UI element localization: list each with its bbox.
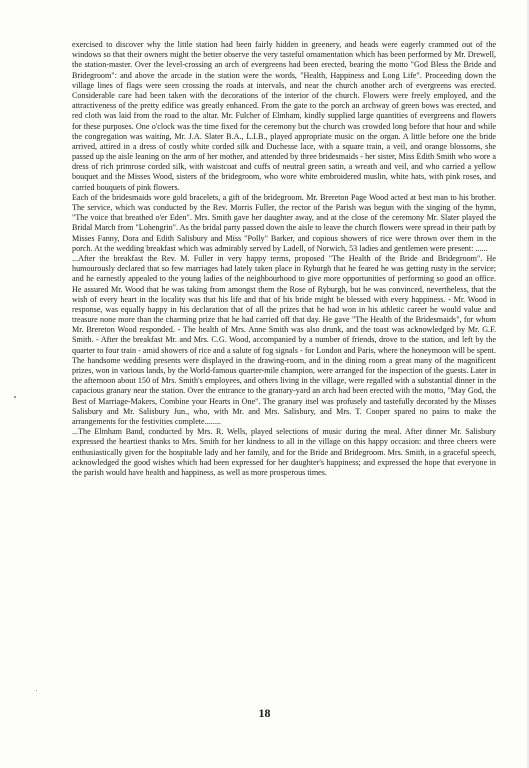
scan-speck [36, 690, 37, 691]
paragraph-elmham-band: ...The Elmham Band, conducted by Mrs. R. Wells, played selections of music during the meal. After dinner Mr. Salisbury expressed the heartiest thanks to Mrs. Smith for her kindness to all in the village on this happy occasion: and three cheers were enthusiastically given for the hospitable lady and her family, and for the Bride and Bridegroom. Mrs. Smith, in a graceful speech, acknowledged the good wishes which had been expressed for her daughter's happiness; and expressed the hope that everyone in the parish would have health and happiness, as well as more prosperous times. [72, 427, 496, 477]
page-number: 18 [258, 706, 271, 720]
scan-speck [14, 396, 16, 398]
paragraph-arrival-and-ceremony: exercised to discover why the little station had been fairly hidden in greenery, and heads were eagerly crammed out of the windows so that their owners might the better observe the very tasteful ornamentation which has been performed by Mr. Drewell, the station-master. Over the level-crossing an arch of evergreens had been erected, bearing the motto "God Bless the Bride and Bridegroom": and above the arcade in the station were the words, "Health, Happiness and Long Life". Proceeding down the village lines of flags were seen crossing the roads at intervals, and near the church another arch of evergreens was erected. Considerable care had been taken with the decorations of the interior of the church. Flowers were freely employed, and the attractiveness of the pretty edifice was greatly enhanced. From the gate to the porch an archway of green bows was erected, and red cloth was laid from the road to the altar. Mr. Fulcher of Elmham, kindly supplied large quantities of evergreens and flowers for these purposes. One o'clock was the time fixed for the ceremony but the church was crowded long before that hour and while the congregation was waiting, Mr. J.A. Slater B.A., L.I.B., played appropriate music on the organ. A little before one the bride arrived, attired in a dress of costly white corded silk and Duchesse lace, with a square train, a veil, and orange blossoms, she passed up the aisle leaning on the arm of her mother, and attended by three bridesmaids - her sister, Miss Edith Smith who wore a dress of rich primrose corded silk, with waistcoat and cuffs of neutral green satin, a wreath and veil, and who carried a yellow bouquet and the Misses Wood, sisters of the bridegroom, who wore white embroidered muslin, white hats, with pink roses, and carried bouquets of pink flowers. [72, 40, 496, 192]
paragraph-breakfast-and-toasts: ...After the breakfast the Rev. M. Fuller in very happy terms, proposed "The Health of the Bride and Bridegroom". He humourously declared that so few marriages had lately taken place in Ryburgh that he feared he was getting rusty in the service; and he earnestly appealed to the young ladies of the neighbourhood to give more opportunities of performing so good an office. He assured Mr. Wood that he was taking from amongst them the Rose of Ryburgh, but he was convinced, nevertheless, that the wish of every heart in the locality was that his life and that of his bride might be blessed with every happiness. - Mr. Wood in response, was equally happy in his declaration that of all the prizes that he had won in his athletic career he would value and treasure none more than the charming prize that he had carried off that day. He gave "The Health of the Bridesmaids", for whom Mr. Brereton Wood responded. - The health of Mrs. Anne Smith was also drunk, and the toast was acknowledged by Mr. G.F. Smith. - After the breakfast Mr. and Mrs. C.G. Wood, accompanied by a number of friends, drove to the station, and left by the quarter to four train - amid showers of rice and a salute of fog signals - for London and Paris, where the honeymoon will be spent. The handsome wedding presents were displayed in the drawing-room, and in the dining room a great many of the magnificent prizes, won in various lands, by the World-famous quarter-mile champion, were arranged for the inspection of the guests. Later in the afternoon about 150 of Mrs. Smith's employees, and others living in the village, were regalled with a substantial dinner in the capacious granary near the station. Over the entrance to the granary-yard an arch had been erected with the motto, "May God, the Best of Marriage-Makers, Combine your Hearts in One". The granary itsel was profusely and tastefully decorated by the Misses Salisbury and Mr. Salisbury Jun., who, with Mr. and Mrs. Salisbury, and Mrs. T. Cooper spared no pains to make the arrangements for the festivities complete........ [72, 253, 496, 426]
paragraph-bridesmaids-and-service: Each of the bridesmaids wore gold bracelets, a gift of the bridegroom. Mr. Brereton Page Wood acted at best man to his brother. The service, which was conducted by the Rev. Morris Fuller, the rector of the Parish was begun with the singing of the hymn, "The voice that breathed o'er Eden". Mrs. Smith gave her daughter away, and at the close of the ceremony Mr. Slater played the Bridal March from "Lohengrin". As the bridal party passed down the aisle to leave the church flowers were spread in their path by Misses Fanny, Dora and Edith Salisbury and Miss "Polly" Barker, and copious showers of rice were thrown over them in the porch. At the wedding breakfast which was admirably served by Ladell, of Norwich, 53 ladies and gentlemen were present: ...... [72, 192, 496, 253]
body-text [72, 40, 496, 478]
